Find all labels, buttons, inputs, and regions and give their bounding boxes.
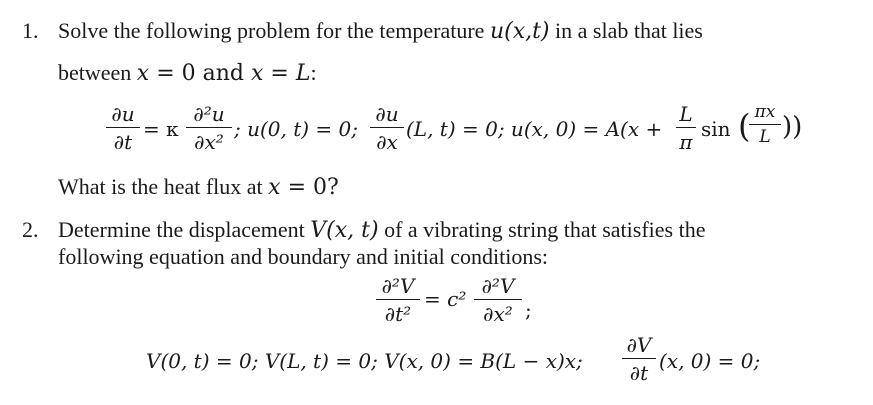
numerator: ∂u xyxy=(111,102,135,126)
fraction-L-over-pi xyxy=(676,104,696,152)
denominator: ∂t² xyxy=(384,302,412,326)
text: Determine the displacement xyxy=(58,217,311,242)
problem-number: 2. xyxy=(22,217,39,242)
text: in a slab that lies xyxy=(549,18,703,43)
fraction-d2u-dx2 xyxy=(186,104,232,152)
fraction-du-dt xyxy=(106,104,140,152)
denominator: π xyxy=(679,130,693,154)
numerator: L xyxy=(679,102,693,126)
numerator: ∂u xyxy=(375,102,399,126)
boundary-and-initial-conditions: V(0, t) = 0; V(L, t) = 0; V(x, 0) = B(L − x)x; xyxy=(146,349,583,373)
fraction-d2V-dt2 xyxy=(376,276,420,324)
variable-x: x xyxy=(136,61,150,86)
fraction-bar xyxy=(106,127,140,128)
fraction-bar xyxy=(622,358,656,359)
fraction-bar xyxy=(676,127,696,128)
problem-1-statement-line2 xyxy=(58,62,317,85)
closing-parens: )) xyxy=(782,112,803,142)
semicolon: ; xyxy=(525,298,532,322)
fraction-bar xyxy=(474,299,522,300)
variable-x: x xyxy=(268,175,281,200)
problem-1-statement-line1 xyxy=(58,20,703,43)
text: = 0? xyxy=(280,175,339,200)
equals-c-squared: = c² xyxy=(424,287,467,311)
text: : xyxy=(310,60,317,85)
denominator: ∂t xyxy=(113,130,133,154)
fraction-pi-x-over-L xyxy=(749,104,781,146)
fraction-bar xyxy=(186,127,232,128)
fraction-dV-dt xyxy=(622,335,656,383)
variable-u: u(x,t) xyxy=(489,19,550,44)
problem-1-question xyxy=(58,176,339,199)
numerator: πx xyxy=(754,102,776,122)
denominator: ∂t xyxy=(629,361,649,385)
text: Solve the following problem for the temperature xyxy=(58,18,490,43)
problem-number: 1. xyxy=(22,18,39,43)
fraction-du-dx xyxy=(370,104,404,152)
boundary-condition-1: ; u(0, t) = 0; xyxy=(234,117,358,141)
sine-function: sin xyxy=(701,117,731,141)
fraction-bar xyxy=(370,127,404,128)
fraction-d2V-dx2 xyxy=(474,276,522,324)
numerator: ∂²V xyxy=(481,274,515,298)
problem-2-statement-line1 xyxy=(58,219,705,242)
denominator: ∂x xyxy=(376,130,398,154)
denominator: ∂x² xyxy=(483,302,513,326)
boundary-and-initial-conditions: (L, t) = 0; u(x, 0) = A(x + xyxy=(406,117,663,141)
problem-2-statement-line2: following equation and boundary and initial conditions: xyxy=(58,244,549,269)
variable-V: V(x, t) xyxy=(310,218,379,243)
numerator: ∂V xyxy=(626,333,652,357)
text: = xyxy=(263,61,296,86)
variable-x: x xyxy=(251,61,264,86)
initial-velocity-condition: (x, 0) = 0; xyxy=(659,349,761,373)
numerator: ∂²u xyxy=(193,102,225,126)
denominator: ∂x² xyxy=(194,130,224,154)
numerator: ∂²V xyxy=(381,274,415,298)
left-paren: ( xyxy=(738,107,751,145)
text: What is the heat flux at xyxy=(58,174,269,199)
text: = 0 and xyxy=(149,61,251,86)
equals-kappa: = κ xyxy=(143,117,179,141)
fraction-bar xyxy=(749,124,781,125)
fraction-bar xyxy=(376,299,420,300)
text: of a vibrating string that satisfies the xyxy=(378,217,706,242)
variable-L: L xyxy=(295,61,311,86)
denominator: L xyxy=(759,127,771,147)
text: between xyxy=(58,60,137,85)
